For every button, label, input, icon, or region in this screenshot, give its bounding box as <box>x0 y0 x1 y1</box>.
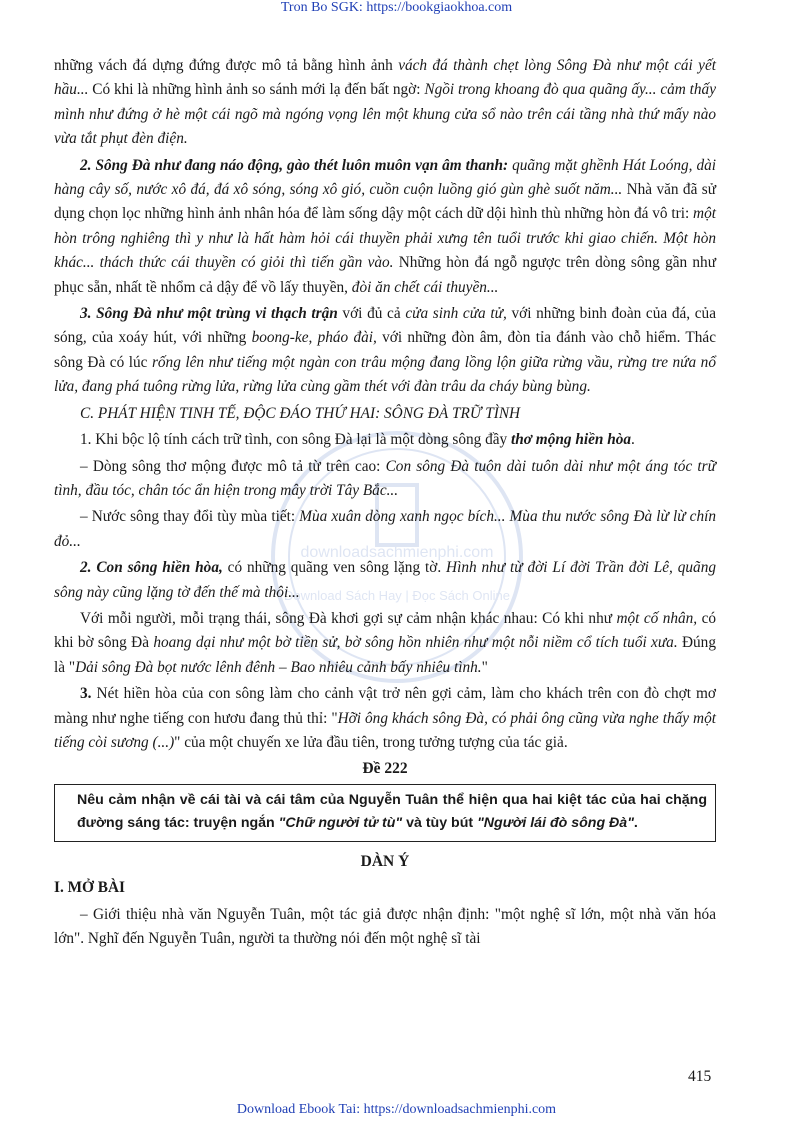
paragraph-4: 1. Khi bộc lộ tính cách trữ tình, con sông Đà lại là một dòng sông đầy thơ mộng hiền hòa. <box>80 431 635 449</box>
exercise-prompt-box: Nêu cảm nhận về cái tài và cái tâm của Nguyễn Tuân thể hiện qua hai kiệt tác của hai chặng đường sáng tác: truyện ngắn "Chữ người tử tù" và tùy bút "Người lái đò sông Đà". <box>54 784 716 842</box>
paragraph-5: – Dòng sông thơ mộng được mô tả từ trên cao: Con sông Đà tuôn dài tuôn dài như một áng tóc trữ tình, đầu tóc, chân tóc ẩn hiện trong mây trời Tây Bắc... <box>54 457 716 499</box>
header-url[interactable]: Tron Bo SGK: https://bookgiaokhoa.com <box>280 0 513 15</box>
paragraph-3: 3. Sông Đà như một trùng vi thạch trận với đủ cả cửa sinh cửa tử, với những binh đoàn của đá, của sóng, của xoáy hút, với những boong-ke, pháo đài, với những đòn âm, đòn tỉa đánh vào chỗ hiểm. Thác sông Đà có lúc rống lên như tiếng một ngàn con trâu mộng đang lồng lộn giữa rừng vầu, rừng tre nứa nổ lửa, đang phá tuông rừng lửa, rừng lửa cùng gầm thét với đàn trâu da cháy bùng bùng. <box>54 305 716 396</box>
page-content <box>54 54 716 953</box>
paragraph-10: – Giới thiệu nhà văn Nguyễn Tuân, một tác giả được nhận định: "một nghệ sĩ lớn, một nhà văn hóa lớn". Nghĩ đến Nguyễn Tuân, người ta thường nói đến một nghệ sĩ tài <box>54 905 716 947</box>
paragraph-6: – Nước sông thay đổi tùy mùa tiết: Mùa xuân dòng xanh ngọc bích... Mùa thu nước sông Đà lừ lừ chín đỏ... <box>54 508 716 550</box>
paragraph-2: 2. Sông Đà như đang náo động, gào thét luôn muôn vạn âm thanh: quãng mặt ghềnh Hát Loóng, dài hàng cây số, nước xô đá, đá xô sóng, sóng xô gió, cuồn cuộn luồng gió gùn ghè suốt năm... Nhà văn đã sử dụng chọn lọc những hình ảnh nhân hóa để làm sống dậy một cách dữ dội hình thù những hòn đá vô tri: một hòn trông nghiêng thì y như là hất hàm hỏi cái thuyền phải xưng tên tuổi trước khi giao chiến. Một hòn khác... thách thức cái thuyền có giỏi thì tiến gần vào. Những hòn đá ngỗ ngược trên dòng sông gần như phục sẵn, nhất tề nhổm cả dậy để vồ lấy thuyền, đòi ăn chết cái thuyền... <box>54 156 716 296</box>
watermark-tagline: Download Sách Hay | Đọc Sách Online <box>284 588 510 603</box>
footer-url[interactable]: Download Ebook Tai: https://downloadsachmienphi.com <box>236 1102 557 1117</box>
section-c-heading: C. PHÁT HIỆN TINH TẾ, ĐỘC ĐÁO THỨ HAI: SÔNG ĐÀ TRỮ TÌNH <box>80 404 521 422</box>
outline-heading: DÀN Ý <box>360 852 410 870</box>
paragraph-8: Với mỗi người, mỗi trạng thái, sông Đà khơi gợi sự cảm nhận khác nhau: Có khi như một cố nhân, có khi bờ sông Đà hoang dại như một bờ tiền sử, bờ sông hồn nhiên như một nỗi niềm cổ tích tuổi xưa. Đúng là "Dải sông Đà bọt nước lênh đênh – Bao nhiêu cảnh bấy nhiêu tình." <box>54 609 717 676</box>
exercise-title: Đề 222 <box>362 760 408 778</box>
paragraph-7: 2. Con sông hiền hòa, có những quãng ven sông lặng tờ. Hình như từ đời Lí đời Trần đời Lê, quãng sông này cũng lặng tờ đến thế mà thôi... <box>54 559 716 601</box>
page-number: 415 <box>688 1068 712 1085</box>
section-i-heading: I. MỞ BÀI <box>54 879 125 897</box>
paragraph-1: những vách đá dựng đứng được mô tả bằng hình ảnh vách đá thành chẹt lòng Sông Đà như một cái yết hầu... Có khi là những hình ảnh so sánh mới lạ đến bất ngờ: Ngồi trong khoang đò qua quãng ấy... cảm thấy mình như đứng ở hè một cái ngõ mà ngóng vọng lên một khung cửa sổ nào trên cái tầng nhà thứ mấy nào vừa tắt phụt đèn điện. <box>54 57 716 148</box>
watermark-site: downloadsachmienphi.com <box>300 544 494 561</box>
paragraph-9: 3. Nét hiền hòa của con sông làm cho cảnh vật trở nên gợi cảm, làm cho khách trên con đò chợt mơ màng như nghe tiếng con hươu đang thủ thỉ: "Hỡi ông khách sông Đà, có phải ông cũng vừa nghe thấy một tiếng còi sương (...)" của một chuyến xe lửa đầu tiên, trong tưởng tượng của tác giả. <box>54 685 716 751</box>
